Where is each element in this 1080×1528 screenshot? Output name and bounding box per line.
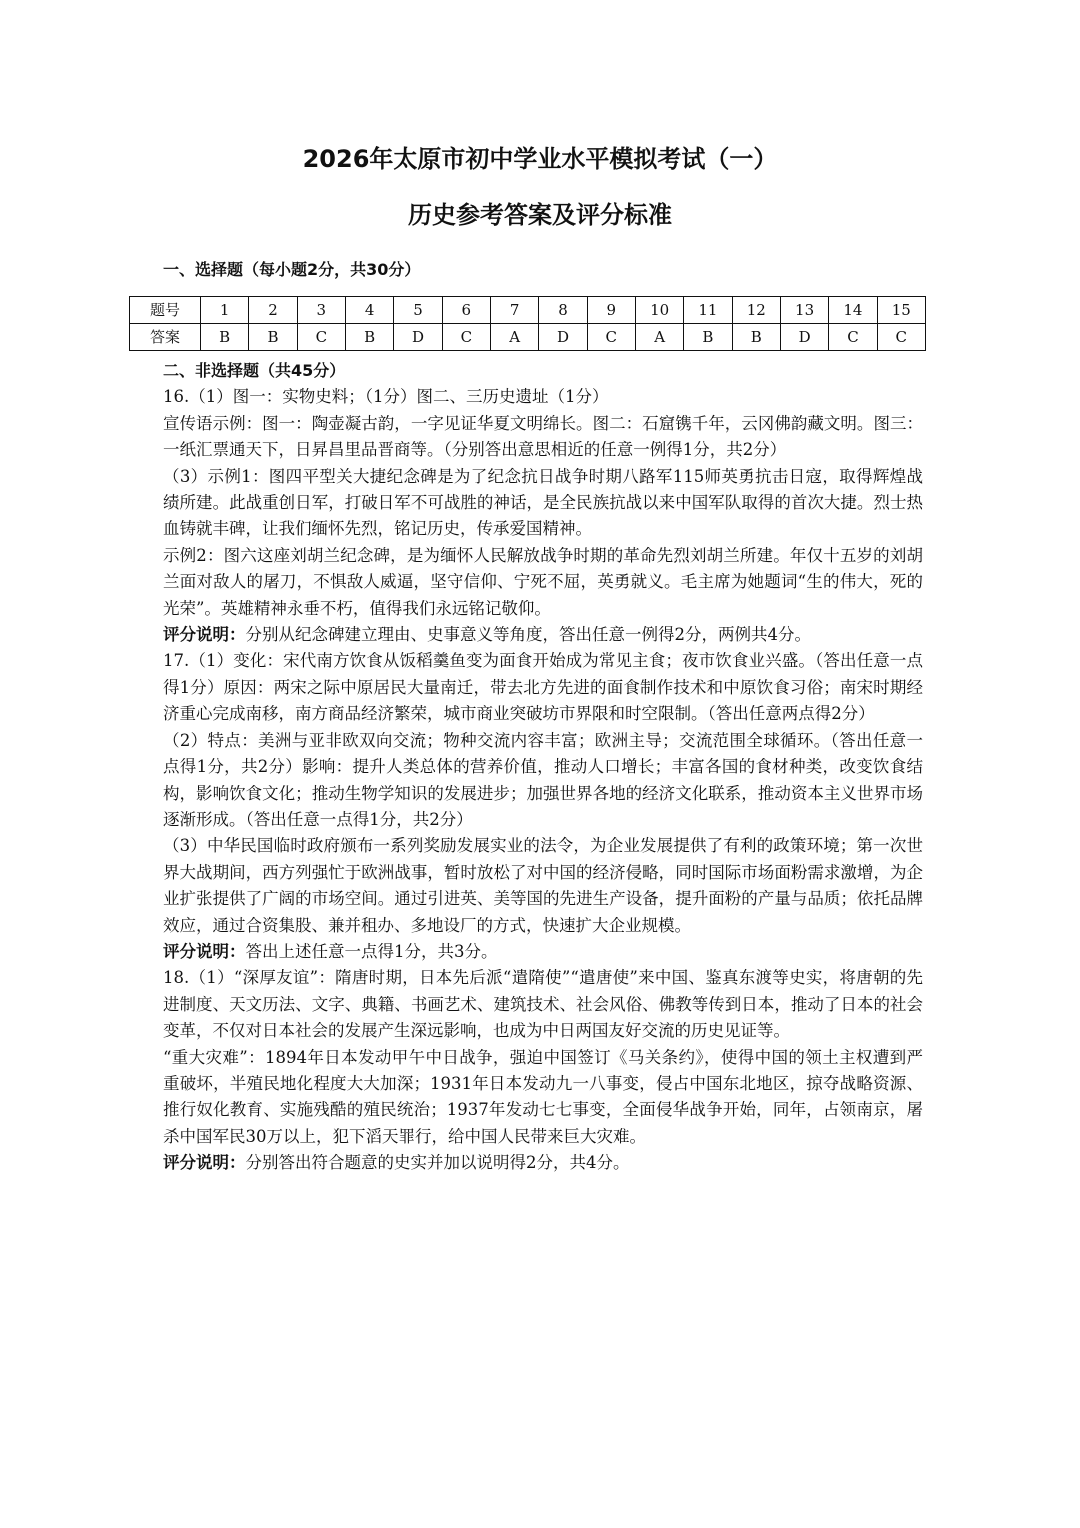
q17-scoring-note bbox=[163, 939, 923, 965]
table-cell-number: 6 bbox=[442, 297, 490, 324]
q16-scoring-note bbox=[163, 622, 923, 648]
table-cell-number: 12 bbox=[732, 297, 780, 324]
table-row-numbers bbox=[130, 297, 926, 324]
scoring-label: 评分说明： bbox=[163, 625, 246, 645]
table-cell-answer: A bbox=[490, 324, 538, 351]
q17-paragraph-3: （3）中华民国临时政府颁布一系列奖励发展实业的法令，为企业发展提供了有利的政策环境；第一次世界大战期间，西方列强忙于欧洲战事，暂时放松了对中国的经济侵略，同时国际市场面粉需求激增，为企业扩张提供了广阔的市场空间。通过引进英、美等国的先进生产设备，提升面粉的产量与品质；依托品牌效应，通过合资集股、兼并租办、多地设厂的方式，快速扩大企业规模。 bbox=[163, 836, 923, 935]
table-cell-number: 2 bbox=[249, 297, 297, 324]
table-cell-answer: B bbox=[201, 324, 249, 351]
table-cell-number: 11 bbox=[684, 297, 732, 324]
table-cell-answer: C bbox=[829, 324, 877, 351]
q16-paragraph-4: 示例2：图六这座刘胡兰纪念碑，是为缅怀人民解放战争时期的革命先烈刘胡兰所建。年仅十五岁的刘胡兰面对敌人的屠刀，不惧敌人威逼，坚守信仰、宁死不屈，英勇就义。毛主席为她题词“生的伟大，死的光荣”。英雄精神永垂不朽，值得我们永远铭记敬仰。 bbox=[163, 545, 923, 618]
table-cell-number: 14 bbox=[829, 297, 877, 324]
answer-body bbox=[163, 358, 923, 1177]
table-cell-answer: C bbox=[587, 324, 635, 351]
table-cell-number: 8 bbox=[539, 297, 587, 324]
table-cell-answer: A bbox=[635, 324, 683, 351]
page-title: 2026年太原市初中学业水平模拟考试（一） bbox=[302, 145, 778, 173]
scoring-text: 分别答出符合题意的史实并加以说明得2分，共4分。 bbox=[245, 1153, 630, 1173]
page-subtitle: 历史参考答案及评分标准 bbox=[408, 201, 672, 229]
table-cell-answer: B bbox=[345, 324, 393, 351]
table-cell-number: 7 bbox=[490, 297, 538, 324]
section-heading-nonchoice: 二、非选择题（共45分） bbox=[163, 361, 346, 380]
scoring-label: 评分说明： bbox=[163, 1153, 246, 1173]
answer-table bbox=[129, 296, 926, 351]
table-cell-answer: B bbox=[732, 324, 780, 351]
q16-paragraph-2: 宣传语示例：图一：陶壶凝古韵，一字见证华夏文明绵长。图二：石窟镌千年，云冈佛韵藏文明。图三：一纸汇票通天下，日昇昌里品晋商等。（分别答出意思相近的任意一例得1分，共2分） bbox=[163, 413, 923, 460]
scoring-label: 评分说明： bbox=[163, 941, 246, 961]
table-cell-answer: C bbox=[442, 324, 490, 351]
table-cell-answer: B bbox=[249, 324, 297, 351]
q18-scoring-note bbox=[163, 1150, 923, 1176]
section-heading-choice: 一、选择题（每小题2分，共30分） bbox=[163, 260, 421, 279]
table-row-answers bbox=[130, 324, 926, 351]
scoring-text: 答出上述任意一点得1分，共3分。 bbox=[245, 941, 498, 961]
q18-paragraph-2: “重大灾难”：1894年日本发动甲午中日战争，强迫中国签订《马关条约》，使得中国的领土主权遭到严重破坏，半殖民地化程度大大加深；1931年日本发动九一八事变，侵占中国东北地区，掠夺战略资源、推行奴化教育、实施残酷的殖民统治；1937年发动七七事变，全面侵华战争开始，同年，占领南京，屠杀中国军民30万以上，犯下滔天罪行，给中国人民带来巨大灾难。 bbox=[163, 1047, 923, 1146]
table-cell-number: 1 bbox=[201, 297, 249, 324]
table-cell-answer: C bbox=[297, 324, 345, 351]
table-cell-answer: D bbox=[394, 324, 442, 351]
table-cell-answer: C bbox=[877, 324, 925, 351]
q18-paragraph-1: 18.（1）“深厚友谊”：隋唐时期，日本先后派“遣隋使”“遣唐使”来中国、鉴真东渡等史实，将唐朝的先进制度、天文历法、文字、典籍、书画艺术、建筑技术、社会风俗、佛教等传到日本，推动了日本的社会变革，不仅对日本社会的发展产生深远影响，也成为中日两国友好交流的历史见证等。 bbox=[163, 968, 923, 1041]
table-cell-number: 15 bbox=[877, 297, 925, 324]
scoring-text: 分别从纪念碑建立理由、史事意义等角度，答出任意一例得2分，两例共4分。 bbox=[245, 625, 811, 645]
table-cell-number: 5 bbox=[394, 297, 442, 324]
table-cell-number: 4 bbox=[345, 297, 393, 324]
table-cell-number: 10 bbox=[635, 297, 683, 324]
table-row-label: 答案 bbox=[130, 324, 201, 351]
table-row-label: 题号 bbox=[130, 297, 201, 324]
q17-paragraph-2: （2）特点：美洲与亚非欧双向交流；物种交流内容丰富；欧洲主导；交流范围全球循环。（答出任意一点得1分，共2分）影响：提升人类总体的营养价值，推动人口增长；丰富各国的食材种类，改变饮食结构，影响饮食文化；推动生物学知识的发展进步；加强世界各地的经济文化联系，推动资本主义世界市场逐渐形成。（答出任意一点得1分，共2分） bbox=[163, 730, 923, 829]
q17-paragraph-1: 17.（1）变化：宋代南方饮食从饭稻羹鱼变为面食开始成为常见主食；夜市饮食业兴盛。（答出任意一点得1分）原因：两宋之际中原居民大量南迁，带去北方先进的面食制作技术和中原饮食习俗；南宋时期经济重心完成南移，南方商品经济繁荣，城市商业突破坊市界限和时空限制。（答出任意两点得2分） bbox=[163, 651, 923, 724]
table-cell-number: 9 bbox=[587, 297, 635, 324]
table-cell-answer: B bbox=[684, 324, 732, 351]
table-cell-answer: D bbox=[780, 324, 828, 351]
table-cell-number: 13 bbox=[780, 297, 828, 324]
table-cell-answer: D bbox=[539, 324, 587, 351]
q16-paragraph-1: 16.（1）图一：实物史料；（1分）图二、三历史遗址（1分） bbox=[163, 387, 609, 407]
table-cell-number: 3 bbox=[297, 297, 345, 324]
q16-paragraph-3: （3）示例1：图四平型关大捷纪念碑是为了纪念抗日战争时期八路军115师英勇抗击日寇，取得辉煌战绩所建。此战重创日军，打破日军不可战胜的神话，是全民族抗战以来中国军队取得的首次大捷。烈士热血铸就丰碑，让我们缅怀先烈，铭记历史，传承爱国精神。 bbox=[163, 466, 923, 539]
